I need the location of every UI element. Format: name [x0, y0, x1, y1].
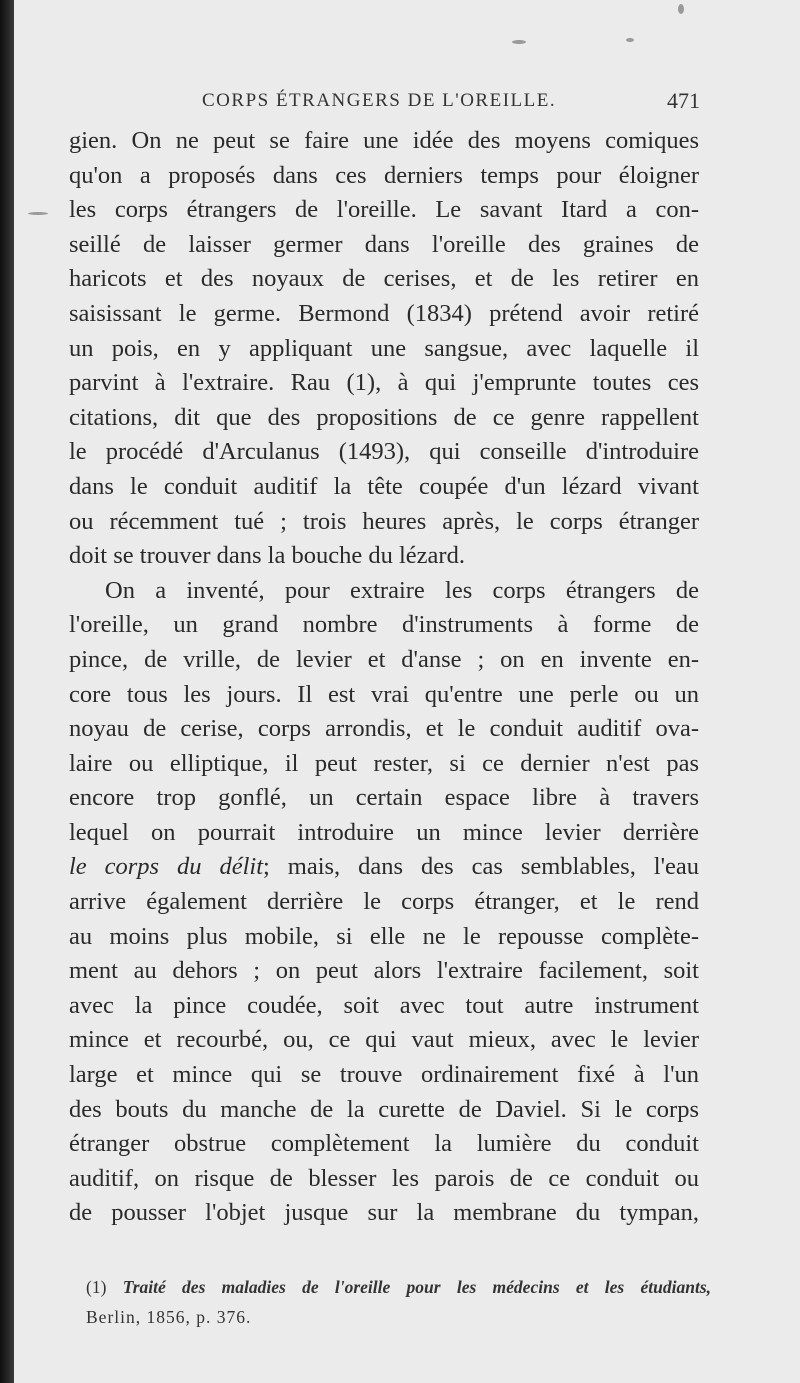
text-line: le procédé d'Arculanus (1493), qui conseille d'introduire [69, 438, 699, 466]
text-fragment: ; mais, dans des cas semblables, l'eau [263, 853, 700, 881]
text-line: de pousser l'objet jusque sur la membrane du tympan, [69, 1199, 699, 1227]
text-line [69, 850, 699, 885]
text-line: laire ou elliptique, il peut rester, si ce dernier n'est pas [69, 749, 699, 777]
text-line: arrive également derrière le corps étranger, et le rend [69, 888, 699, 916]
text-line: mince et recourbé, ou, ce qui vaut mieux, avec le levier [69, 1026, 699, 1054]
footnote-line [86, 1272, 711, 1302]
text-line: pince, de vrille, de levier et d'anse ; on en invente en- [69, 645, 699, 673]
text-line: seillé de laisser germer dans l'oreille des graines de [69, 230, 699, 258]
text-line: haricots et des noyaux de cerises, et de les retirer en [69, 265, 699, 293]
text-line: un pois, en y appliquant une sangsue, avec laquelle il [69, 334, 699, 362]
footnote-marker: (1) [86, 1277, 107, 1297]
page-header [14, 82, 800, 122]
text-line: saisissant le germe. Bermond (1834) prétend avoir retiré [69, 299, 699, 327]
text-line: citations, dit que des propositions de ce genre rappellent [69, 403, 699, 431]
footnote-title: Traité des maladies de l'oreille pour les médecins et les étudiants, [122, 1277, 712, 1297]
text-line: dans le conduit auditif la tête coupée d'un lézard vivant [69, 472, 699, 500]
text-line: lequel on pourrait introduire un mince levier derrière [69, 818, 699, 846]
text-line: avec la pince coudée, soit avec tout autre instrument [69, 991, 699, 1019]
text-line: ou récemment tué ; trois heures après, le corps étranger [69, 507, 699, 535]
page-number: 471 [667, 88, 700, 113]
text-line: l'oreille, un grand nombre d'instruments à forme de [69, 611, 699, 639]
text-line: au moins plus mobile, si elle ne le repousse complète- [69, 922, 699, 950]
text-line: encore trop gonflé, un certain espace libre à travers [69, 784, 699, 812]
body-text [69, 124, 699, 1231]
scan-edge [0, 0, 14, 1383]
text-line: doit se trouver dans la bouche du lézard. [69, 542, 465, 570]
text-line: core tous les jours. Il est vrai qu'entre une perle ou un [69, 680, 699, 708]
text-line: auditif, on risque de blesser les parois de ce conduit ou [69, 1164, 699, 1192]
text-line: les corps étrangers de l'oreille. Le savant Itard a con- [69, 196, 699, 224]
text-line: noyau de cerise, corps arrondis, et le conduit auditif ova- [69, 715, 699, 743]
text-line: parvint à l'extraire. Rau (1), à qui j'emprunte toutes ces [69, 369, 699, 397]
ink-speck [512, 40, 526, 44]
text-line: gien. On ne peut se faire une idée des moyens comiques [69, 127, 699, 154]
ink-speck [678, 4, 684, 14]
text-line: étranger obstrue complètement la lumière du conduit [69, 1130, 699, 1158]
text-line: qu'on a proposés dans ces derniers temps pour éloigner [69, 161, 699, 189]
book-page [14, 0, 800, 1383]
text-line: large et mince qui se trouve ordinairement fixé à l'un [69, 1061, 699, 1089]
ink-speck [28, 212, 48, 215]
footnote-publication: Berlin, 1856, p. 376. [86, 1307, 252, 1327]
text-line: On a inventé, pour extraire les corps étrangers de [105, 576, 699, 604]
text-line: ment au dehors ; on peut alors l'extraire facilement, soit [69, 957, 699, 985]
footnote [86, 1272, 711, 1332]
ink-speck [626, 38, 634, 42]
running-title: CORPS ÉTRANGERS DE L'OREILLE. [202, 90, 557, 111]
text-line: des bouts du manche de la curette de Daviel. Si le corps [69, 1095, 699, 1123]
italic-phrase: le corps du délit [69, 853, 264, 881]
